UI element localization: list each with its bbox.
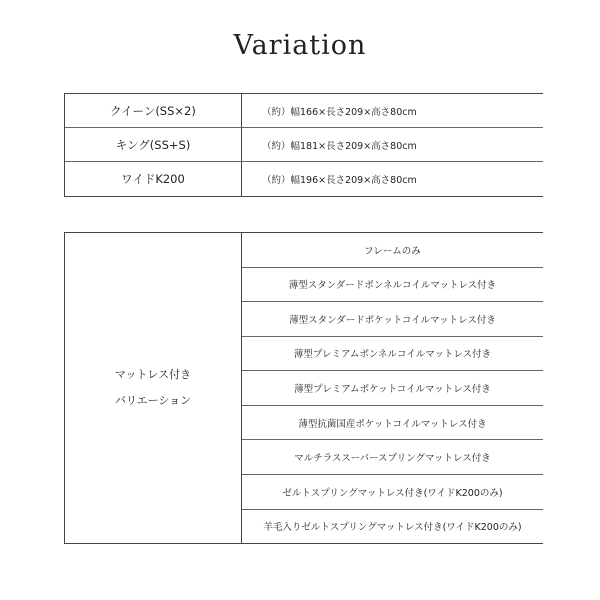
mattress-option: 羊毛入りゼルトスプリングマットレス付き(ワイドK200のみ) [263, 522, 522, 534]
size-table [64, 93, 543, 197]
mattress-label-line2: バリエーション [114, 394, 192, 407]
mattress-option: 薄型プレミアムポケットコイルマットレス付き [242, 371, 543, 406]
mattress-options [242, 233, 543, 543]
size-row-queen [65, 94, 543, 128]
mattress-variation-table [64, 232, 543, 544]
mattress-option: 薄型抗菌国産ポケットコイルマットレス付き [242, 406, 543, 441]
size-dimensions: （約）幅181×長さ209×高さ80cm [262, 140, 417, 152]
size-row-wide-k200 [65, 162, 543, 196]
mattress-variation-label [65, 233, 242, 543]
page-title: Variation [233, 30, 367, 61]
size-name: ワイドK200 [65, 162, 242, 196]
mattress-label-line1: マットレス付き [114, 368, 192, 381]
mattress-option: 薄型スタンダードポケットコイルマットレス付き [242, 302, 543, 337]
mattress-option: マルチラススーパースプリングマットレス付き [242, 440, 543, 475]
size-dimensions: （約）幅196×長さ209×高さ80cm [262, 175, 417, 186]
mattress-option: フレームのみ [242, 233, 543, 268]
mattress-option: 薄型スタンダードボンネルコイルマットレス付き [242, 268, 543, 303]
size-name: クイーン(SS×2) [65, 94, 242, 127]
mattress-option: 薄型プレミアムボンネルコイルマットレス付き [242, 337, 543, 372]
mattress-option: ゼルトスプリングマットレス付き(ワイドK200のみ) [242, 475, 543, 510]
size-name: キング(SS+S) [65, 128, 242, 161]
size-dimensions: （約）幅166×長さ209×高さ80cm [262, 106, 417, 118]
size-row-king [65, 128, 543, 162]
